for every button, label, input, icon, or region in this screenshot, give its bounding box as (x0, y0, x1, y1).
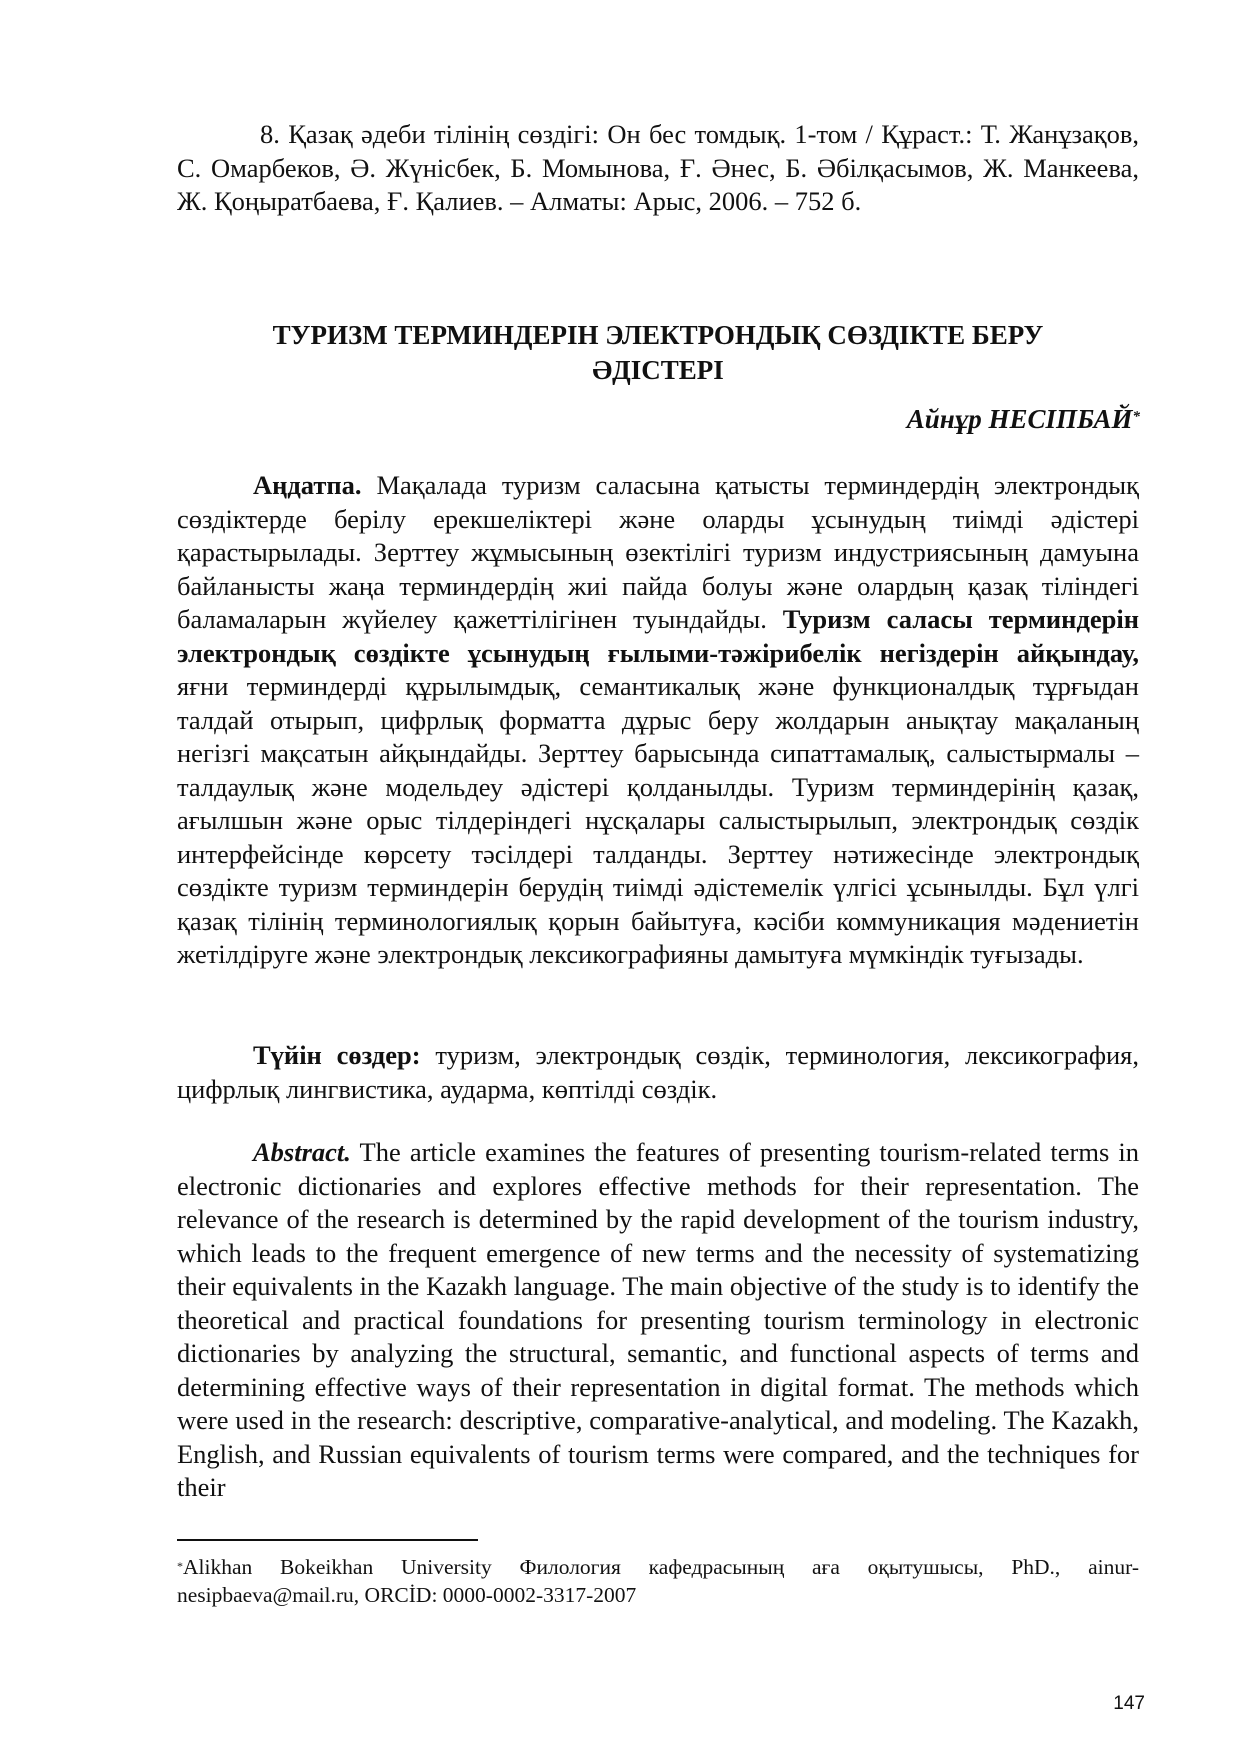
abstract-kazakh-bold-text: Туризм саласы терминдерін электрондық сөздікте ұсынудың ғылыми-тәжірибелік негіздерін айқындау, (177, 604, 1139, 668)
keywords-kazakh-text: туризм, электрондық сөздік, терминология, лексикография, цифрлық лингвистика, аударма, көптілді сөздік. (177, 1040, 1139, 1104)
article-title-line-1: ТУРИЗМ ТЕРМИНДЕРІН ЭЛЕКТРОНДЫҚ СӨЗДІКТЕ БЕРУ (272, 320, 1044, 350)
author-name: Айнұр НЕСІПБАЙ (906, 404, 1133, 434)
footnote (177, 1553, 1139, 1609)
abstract-english-text: The article examines the features of presenting tourism-related terms in electronic dictionaries and explores effective methods for their representation. The relevance of the research is determined by the rapid development of the tourism industry, which leads to the frequent emergence of new terms and the necessity of systematizing their equivalents in the Kazakh language. The main objective of the study is to identify the theoretical and practical foundations for presenting tourism terminology in electronic dictionaries by analyzing the structural, semantic, and functional aspects of terms and determining effective ways of their representation in digital format. The methods which were used in the research: descriptive, comparative-analytical, and modeling. The Kazakh, English, and Russian equivalents of tourism terms were compared, and the techniques for their (177, 1137, 1139, 1502)
reference-entry (177, 118, 1139, 219)
reference-number: 8. (260, 119, 280, 149)
abstract-kazakh-text-2: яғни терминдерді құрылымдық, семантикалық және функционалдық тұрғыдан талдай отырып, цифрлық форматта дұрыс беру жолдарын анықтау мақаланың негізгі мақсатын айқындайды. Зерттеу барысында сипаттамалық, салыстырмалы – талдаулық және модельдеу әдістері қолданылды. Туризм терминдерінің қазақ, ағылшын және орыс тілдеріндегі нұсқалары салыстырылып, электрондық сөздік интерфейсінде көрсету тәсілдері талданды. Зерттеу нәтижесінде электрондық сөздікте туризм терминдерін берудің тиімді әдістемелік үлгісі ұсынылды. Бұл үлгі қазақ тілінің терминологиялық қорын байытуға, кәсіби коммуникация мәдениетін жетілдіруге және электрондық лексикографияны дамытуға мүмкіндік туғызады. (177, 671, 1139, 969)
author-footnote-mark: * (1132, 409, 1140, 425)
abstract-kazakh-label: Аңдатпа. (253, 470, 362, 500)
article-title (177, 318, 1139, 388)
footnote-mark: * (177, 1559, 183, 1573)
abstract-english-label: Abstract. (253, 1137, 351, 1167)
author-line (907, 402, 1140, 436)
abstract-english (177, 1136, 1139, 1505)
keywords-kazakh (177, 1039, 1139, 1106)
reference-text: Қазақ әдеби тілінің сөздігі: Он бес томдық. 1-том / Құраст.: Т. Жанұзақов, С. Омарбеков, Ә. Жүнісбек, Б. Момынова, Ғ. Әнес, Б. Әбілқасымов, Ж. Манкеева, Ж. Қоңыратбаева, Ғ. Қалиев. – Алматы: Арыс, 2006. – 752 б. (177, 119, 1140, 216)
abstract-kazakh (177, 469, 1139, 972)
abstract-kazakh-text-1: Мақалада туризм саласына қатысты терминдердің электрондық сөздіктерде берілу ерекшеліктері және оларды ұсынудың тиімді әдістері қарастырылады. Зерттеу жұмысының өзектілігі туризм индустриясының дамуына байланысты жаңа терминдердің жиі пайда болуы және олардың қазақ тіліндегі баламаларын жүйелеу қажеттілігінен туындайды. (177, 470, 1139, 634)
keywords-kazakh-label: Түйін сөздер: (253, 1040, 421, 1070)
footnote-text: Alikhan Bokeikhan University Филология кафедрасының аға оқытушысы, PhD., ainur-nesipbaeva@mail.ru, ORCİD: 0000-0002-3317-2007 (177, 1555, 1139, 1607)
footnote-divider (177, 1539, 478, 1541)
page-number: 147 (1113, 1693, 1145, 1714)
article-title-line-2: ӘДІСТЕРІ (592, 355, 724, 385)
